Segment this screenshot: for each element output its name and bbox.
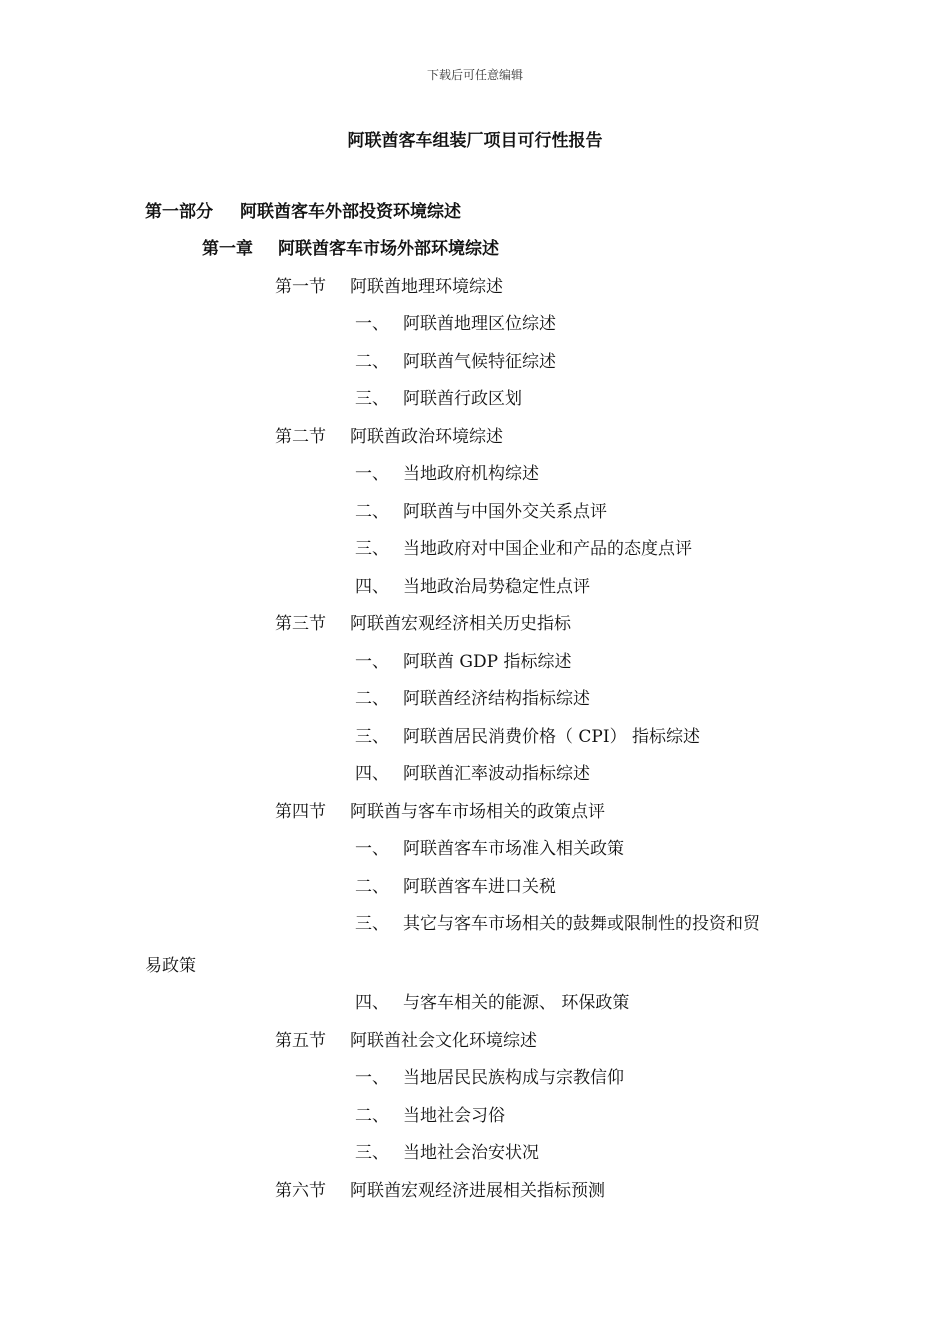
toc-section-5 xyxy=(275,1030,537,1052)
toc-item-label: 一、 xyxy=(355,464,389,484)
toc-part-text: 阿联酋客车外部投资环境综述 xyxy=(240,202,461,222)
toc-item xyxy=(355,1067,624,1089)
toc-item-label: 三、 xyxy=(355,389,389,409)
toc-section-2 xyxy=(275,426,503,448)
toc-item xyxy=(355,992,629,1014)
toc-item-label: 一、 xyxy=(355,1068,389,1088)
toc-item xyxy=(355,763,590,785)
toc-item xyxy=(355,313,556,335)
toc-item xyxy=(355,576,590,598)
toc-item xyxy=(355,726,700,748)
document-title: 阿联酋客车组装厂项目可行性报告 xyxy=(347,131,603,151)
toc-item xyxy=(355,651,571,673)
toc-item xyxy=(355,913,760,935)
toc-item-text: 与客车相关的能源、 环保政策 xyxy=(403,993,630,1013)
toc-item-text: 其它与客车市场相关的鼓舞或限制性的投资和贸 xyxy=(403,914,760,934)
toc-item-label: 二、 xyxy=(355,352,389,372)
toc-item-label: 二、 xyxy=(355,877,389,897)
toc-section-label: 第二节 xyxy=(275,427,326,447)
toc-section-label: 第六节 xyxy=(275,1181,326,1201)
toc-section-text: 阿联酋政治环境综述 xyxy=(350,427,503,447)
toc-item-label: 三、 xyxy=(355,539,389,559)
toc-item-text: 阿联酋居民消费价格（ CPI） 指标综述 xyxy=(403,727,700,747)
toc-section-text: 阿联酋宏观经济相关历史指标 xyxy=(350,614,571,634)
toc-section-text: 阿联酋地理环境综述 xyxy=(350,277,503,297)
toc-item-label: 四、 xyxy=(355,577,389,597)
toc-item-text: 阿联酋地理区位综述 xyxy=(403,314,556,334)
toc-section-4 xyxy=(275,801,605,823)
toc-item-label: 一、 xyxy=(355,652,389,672)
toc-item-label: 四、 xyxy=(355,993,389,1013)
toc-item-text: 当地政府机构综述 xyxy=(403,464,539,484)
toc-item xyxy=(355,1105,505,1127)
toc-item-text: 当地政治局势稳定性点评 xyxy=(403,577,590,597)
toc-section-label: 第一节 xyxy=(275,277,326,297)
toc-item-label: 二、 xyxy=(355,1106,389,1126)
toc-item-text: 阿联酋客车进口关税 xyxy=(403,877,556,897)
toc-item-text: 当地居民民族构成与宗教信仰 xyxy=(403,1068,624,1088)
toc-section-text: 阿联酋与客车市场相关的政策点评 xyxy=(350,802,605,822)
toc-item-label: 三、 xyxy=(355,914,389,934)
toc-chapter-label: 第一章 xyxy=(202,239,253,259)
toc-item-text: 当地社会习俗 xyxy=(403,1106,505,1126)
header-note: 下载后可任意编辑 xyxy=(426,68,523,82)
toc-item xyxy=(355,351,556,373)
toc-part-1 xyxy=(145,201,461,223)
toc-item-wrap: 易政策 xyxy=(145,956,196,976)
toc-item-label: 二、 xyxy=(355,689,389,709)
toc-section-label: 第三节 xyxy=(275,614,326,634)
toc-item xyxy=(355,876,556,898)
toc-section-text: 阿联酋社会文化环境综述 xyxy=(350,1031,537,1051)
toc-item-label: 二、 xyxy=(355,502,389,522)
toc-item-text: 当地社会治安状况 xyxy=(403,1143,539,1163)
toc-section-label: 第五节 xyxy=(275,1031,326,1051)
toc-item-text: 阿联酋气候特征综述 xyxy=(403,352,556,372)
toc-item-text: 阿联酋经济结构指标综述 xyxy=(403,689,590,709)
toc-item xyxy=(355,501,607,523)
toc-item xyxy=(355,538,692,560)
toc-section-6 xyxy=(275,1180,605,1202)
toc-chapter-text: 阿联酋客车市场外部环境综述 xyxy=(278,239,499,259)
toc-item-label: 一、 xyxy=(355,839,389,859)
toc-section-label: 第四节 xyxy=(275,802,326,822)
toc-item xyxy=(355,463,539,485)
toc-chapter-1 xyxy=(202,238,499,260)
toc-item-text: 当地政府对中国企业和产品的态度点评 xyxy=(403,539,692,559)
toc-item xyxy=(355,1142,539,1164)
toc-section-text: 阿联酋宏观经济进展相关指标预测 xyxy=(350,1181,605,1201)
toc-item xyxy=(355,388,522,410)
toc-item-label: 四、 xyxy=(355,764,389,784)
toc-item xyxy=(355,838,624,860)
toc-item-label: 三、 xyxy=(355,1143,389,1163)
toc-section-1 xyxy=(275,276,503,298)
toc-item-text: 阿联酋客车市场准入相关政策 xyxy=(403,839,624,859)
toc-item-text: 阿联酋行政区划 xyxy=(403,389,522,409)
toc-item-text: 阿联酋 GDP 指标综述 xyxy=(403,652,572,672)
toc-item xyxy=(355,688,590,710)
toc-item-text: 阿联酋与中国外交关系点评 xyxy=(403,502,607,522)
toc-item-text: 阿联酋汇率波动指标综述 xyxy=(403,764,590,784)
toc-item-label: 一、 xyxy=(355,314,389,334)
toc-part-label: 第一部分 xyxy=(145,202,213,222)
toc-section-3 xyxy=(275,613,571,635)
toc-item-label: 三、 xyxy=(355,727,389,747)
